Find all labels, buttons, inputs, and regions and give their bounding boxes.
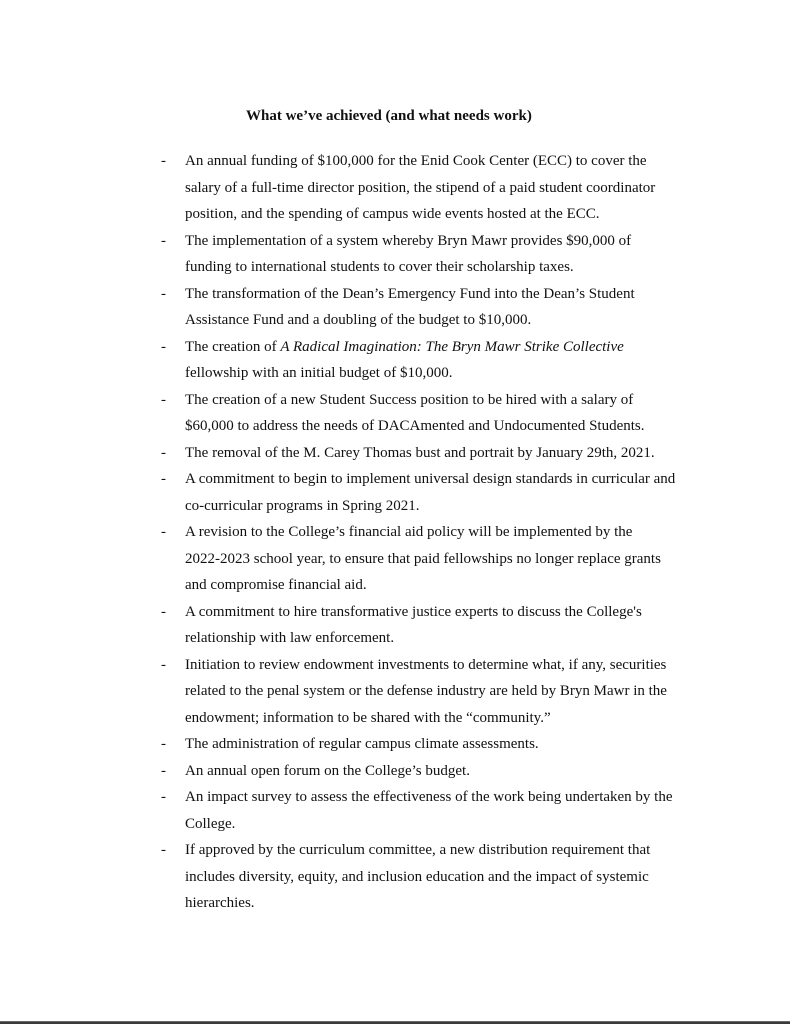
list-item-text <box>185 837 790 917</box>
bullet-dash: - <box>161 153 166 169</box>
text-line <box>185 599 790 626</box>
bullet-dash: - <box>161 338 166 355</box>
text-line <box>185 811 790 838</box>
text-line <box>185 678 790 705</box>
list-item <box>0 334 790 387</box>
text-line <box>185 572 790 599</box>
bullet-dash: - <box>161 789 166 805</box>
list-item-text <box>185 519 790 599</box>
text-run: The implementation of a system whereby Bryn Mawr provides $90,000 of <box>185 232 632 249</box>
text-line <box>185 625 790 652</box>
section-heading: What we’ve achieved (and what needs work) <box>246 108 532 124</box>
text-run: The administration of regular campus climate assessments. <box>185 736 539 752</box>
text-line <box>185 360 790 387</box>
text-line <box>185 731 790 758</box>
text-line <box>185 440 790 467</box>
text-run: hierarchies. <box>185 895 255 911</box>
bullet-dash: - <box>161 736 166 752</box>
text-run: The transformation of the Dean’s Emergency Fund into the Dean’s Student <box>185 285 635 302</box>
list-item-text <box>185 599 790 652</box>
bullet-dash: - <box>161 471 166 487</box>
text-line <box>185 413 790 440</box>
text-line <box>185 254 790 281</box>
list-item <box>0 466 790 519</box>
text-line <box>185 201 790 228</box>
list-item <box>0 758 790 785</box>
list-item-text <box>185 387 790 440</box>
text-run: Assistance Fund and a doubling of the budget to $10,000. <box>185 312 532 328</box>
list-item <box>0 519 790 599</box>
list-item-text <box>185 652 790 732</box>
text-line <box>185 546 790 573</box>
text-line <box>185 466 790 493</box>
text-line <box>185 784 790 811</box>
text-run: A commitment to hire transformative justice experts to discuss the College's <box>185 603 642 620</box>
text-run: The creation of a new Student Success position to be hired with a salary of <box>185 391 634 408</box>
text-line <box>185 281 790 308</box>
list-item-text <box>185 731 790 758</box>
bullet-dash: - <box>161 444 166 461</box>
text-run: If approved by the curriculum committee, a new distribution requirement that <box>185 842 651 858</box>
text-line <box>185 519 790 546</box>
text-run: salary of a full-time director position, the stipend of a paid student coordinator <box>185 179 656 196</box>
list-item <box>0 731 790 758</box>
bullet-dash: - <box>161 842 166 858</box>
bullet-dash: - <box>161 285 166 302</box>
text-line <box>185 864 790 891</box>
list-item-text <box>185 228 790 281</box>
text-run: endowment; information to be shared with the “community.” <box>185 709 551 726</box>
text-run: co-curricular programs in Spring 2021. <box>185 497 420 514</box>
text-run: The creation of <box>185 338 281 355</box>
bullet-dash: - <box>161 762 166 779</box>
text-run: relationship with law enforcement. <box>185 630 395 646</box>
text-line <box>185 387 790 414</box>
text-line <box>185 705 790 732</box>
bullet-dash: - <box>161 656 166 673</box>
text-line <box>185 148 790 175</box>
bullet-dash: - <box>161 232 166 249</box>
text-line <box>185 890 790 917</box>
list-item <box>0 652 790 732</box>
text-run: funding to international students to cover their scholarship taxes. <box>185 259 574 275</box>
text-run: Initiation to review endowment investments to determine what, if any, securities <box>185 656 667 673</box>
list-item-text <box>185 758 790 785</box>
text-run: includes diversity, equity, and inclusion education and the impact of systemic <box>185 868 649 885</box>
text-run: and compromise financial aid. <box>185 577 367 593</box>
list-item-text <box>185 334 790 387</box>
list-item <box>0 281 790 334</box>
list-item <box>0 784 790 837</box>
list-item-text <box>185 466 790 519</box>
list-item-text <box>185 148 790 228</box>
bullet-dash: - <box>161 391 166 408</box>
text-run: A commitment to begin to implement universal design standards in curricular and <box>185 471 676 487</box>
text-line <box>185 307 790 334</box>
text-run: 2022-2023 school year, to ensure that paid fellowships no longer replace grants <box>185 550 661 567</box>
text-line <box>185 493 790 520</box>
text-run: An impact survey to assess the effectiveness of the work being undertaken by the <box>185 789 673 805</box>
text-line <box>185 175 790 202</box>
text-run: College. <box>185 815 236 832</box>
text-run: A revision to the College’s financial aid policy will be implemented by the <box>185 524 633 540</box>
bullet-dash: - <box>161 603 166 620</box>
list-item <box>0 148 790 228</box>
text-run: fellowship with an initial budget of $10,000. <box>185 365 453 381</box>
bullet-dash: - <box>161 524 166 540</box>
list-item <box>0 228 790 281</box>
list-item <box>0 440 790 467</box>
text-run: position, and the spending of campus wide events hosted at the ECC. <box>185 206 600 222</box>
text-run: $60,000 to address the needs of DACAmented and Undocumented Students. <box>185 418 645 434</box>
text-line <box>185 228 790 255</box>
text-line <box>185 652 790 679</box>
achievements-list <box>0 148 790 917</box>
list-item <box>0 387 790 440</box>
list-item <box>0 599 790 652</box>
text-run: An annual funding of $100,000 for the Enid Cook Center (ECC) to cover the <box>185 153 647 169</box>
italic-title: A Radical Imagination: The Bryn Mawr Strike Collective <box>280 338 624 355</box>
list-item-text <box>185 784 790 837</box>
text-line <box>185 334 790 361</box>
text-line <box>185 837 790 864</box>
text-run: related to the penal system or the defense industry are held by Bryn Mawr in the <box>185 683 667 699</box>
list-item <box>0 837 790 917</box>
list-item-text <box>185 440 790 467</box>
list-item-text <box>185 281 790 334</box>
text-run: The removal of the M. Carey Thomas bust and portrait by January 29th, 2021. <box>185 444 655 461</box>
text-run: An annual open forum on the College’s budget. <box>185 762 470 779</box>
text-line <box>185 758 790 785</box>
